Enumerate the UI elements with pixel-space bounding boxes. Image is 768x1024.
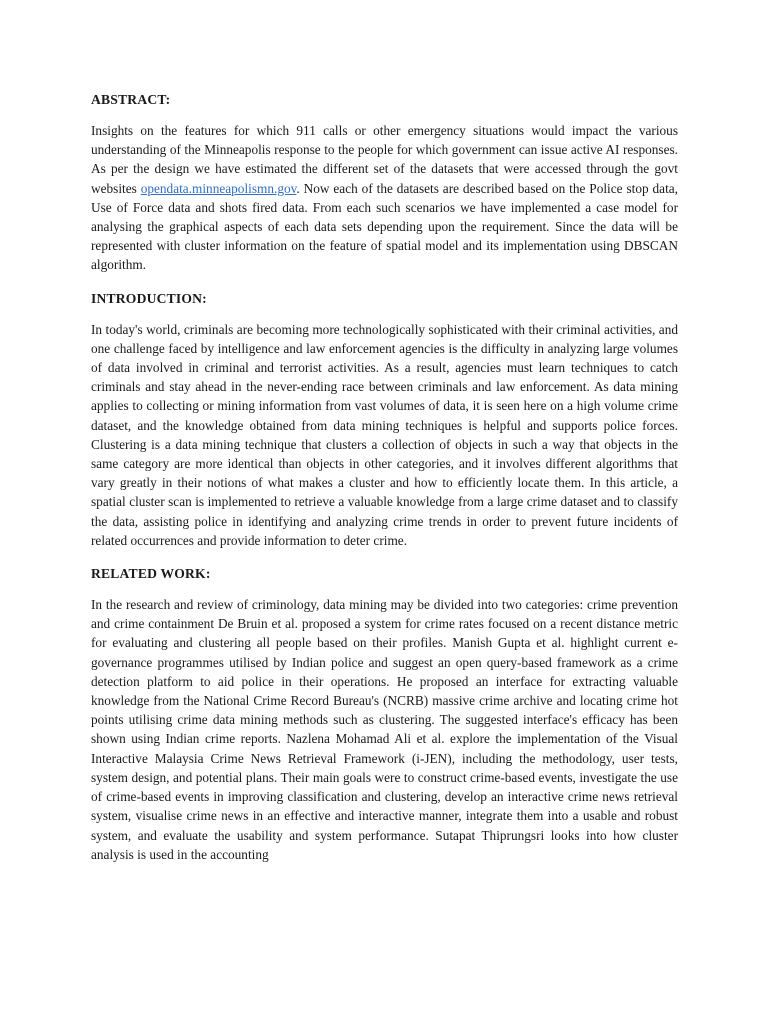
introduction-heading: INTRODUCTION: <box>91 290 207 306</box>
abstract-heading: ABSTRACT: <box>91 92 171 107</box>
related-work-heading: RELATED WORK: <box>91 566 211 582</box>
abstract-paragraph <box>91 121 678 275</box>
abstract-text-start: Insights on the features for which 911 calls or other emergency situations would impact the various understanding of the Minneapolis response to the people for which government can issue active AI responses. As per the design we have estimated the different set of the datasets that were accessed through the govt websites <box>91 123 678 196</box>
introduction-paragraph: In today's world, criminals are becoming more technologically sophisticated with their criminal activities, and one challenge faced by intelligence and law enforcement agencies is the difficulty in analyzing large volumes of data involved in criminal and terrorist activities. As a result, agencies must learn techniques to catch criminals and stay ahead in the never-ending race between criminals and law enforcement. As data mining applies to collecting or mining information from vast volumes of data, it is seen here on a high volume crime dataset, and the knowledge obtained from data mining techniques is helpful and supports police forces. Clustering is a data mining technique that clusters a collection of objects in such a way that objects in the same category are more identical than objects in other categories, and it involves different algorithms that vary greatly in their notions of what makes a cluster and how to efficiently locate them. In this article, a spatial cluster scan is implemented to retrieve a valuable knowledge from a large crime dataset and to classify the data, assisting police in identifying and analyzing crime trends in order to prevent future incidents of related occurrences and provide information to deter crime. <box>91 321 678 548</box>
related-work-paragraph: In the research and review of criminology, data mining may be divided into two categories: crime prevention and crime containment De Bruin et al. proposed a system for crime rates focused on a recent distance metric for evaluating and clustering all people based on their profiles. Manish Gupta et al. highlight current e-governance programmes utilised by Indian police and suggest an open query-based framework as a crime detection platform to aid police in their operations. He proposed an interface for extracting valuable knowledge from the National Crime Record Bureau's (NCRB) massive crime archive and locating crime hot points utilising crime data mining methods such as clustering. The suggested interface's efficacy has been shown using Indian crime reports. Nazlena Mohamad Ali et al. explore the implementation of the Visual Interactive Malaysia Crime News Retrieval Framework (i-JEN), including the methodology, user tests, system design, and potential plans. Their main goals were to construct crime-based events, investigate the use of crime-based events in improving classification and clustering, develop an interactive crime news retrieval system, visualise crime news in an effective and interactive manner, integrate them into a usable and robust system, and evaluate the usability and system performance. Sutapat Thiprungsri looks into how cluster analysis is used in the accounting <box>91 597 678 862</box>
abstract-text-end: . Now each of the datasets are described based on the Police stop data, Use of Force data and shots fired data. From each such scenarios we have implemented a case model for analysing the graphical aspects of each data sets depending upon the requirement. Since the data will be represented with cluster information on the feature of spatial model and its implementation using DBSCAN algorithm. <box>91 180 678 273</box>
opendata-link[interactable]: opendata.minneapolismn.gov <box>140 180 297 196</box>
